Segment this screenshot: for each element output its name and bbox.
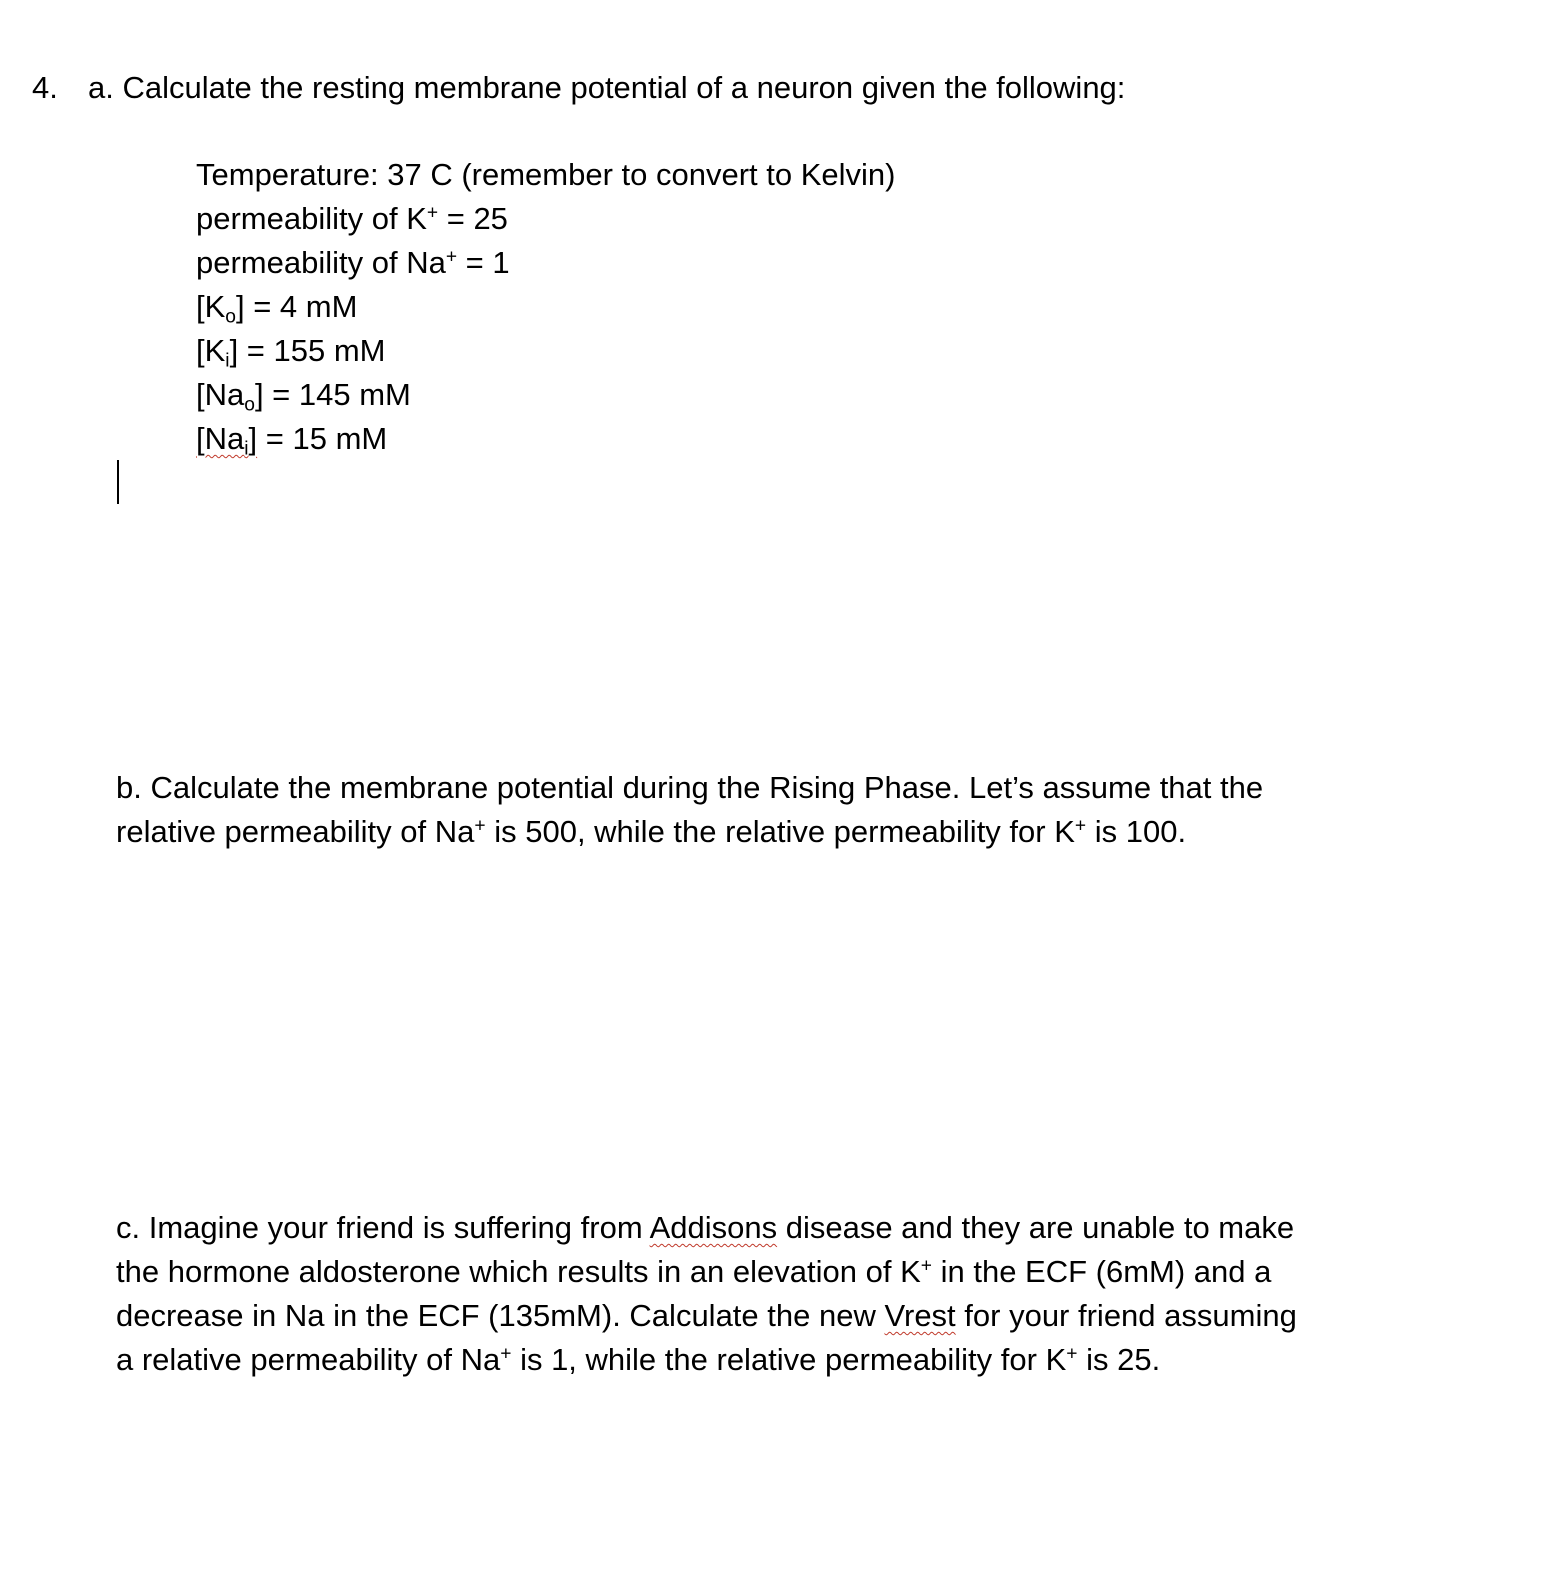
text-cursor[interactable] <box>117 460 119 504</box>
ki-value: ] = 155 mM <box>229 333 386 368</box>
given-ki <box>196 333 386 372</box>
part-b-text: is 500, while the relative permeability for K <box>485 814 1075 849</box>
perm-na-value: = 1 <box>457 245 510 280</box>
given-nai <box>196 421 388 460</box>
perm-k-value: = 25 <box>438 201 508 236</box>
ki-subscript: i <box>225 350 230 372</box>
plus-superscript: + <box>1066 1343 1078 1365</box>
addisons-spellcheck: Addisons <box>649 1210 778 1245</box>
ki-label: [K <box>196 333 226 368</box>
vrest-spellcheck: Vrest <box>884 1298 956 1333</box>
part-c-line-1 <box>116 1210 1294 1246</box>
temperature-text: Temperature: 37 C (remember to convert to Kelvin) <box>196 157 896 192</box>
plus-superscript: + <box>920 1255 932 1277</box>
plus-superscript: + <box>445 246 458 268</box>
part-b-line-1: b. Calculate the membrane potential during the Rising Phase. Let’s assume that the <box>116 770 1264 805</box>
nai-spellcheck <box>196 421 258 460</box>
part-c-line-2 <box>116 1254 1271 1290</box>
part-c-text: disease and they are unable to make <box>777 1210 1295 1245</box>
part-c-line-3 <box>116 1298 1297 1334</box>
nai-bracket: ] <box>248 421 258 456</box>
nai-label: [Na <box>196 421 245 456</box>
nai-subscript: i <box>244 438 249 460</box>
part-a-prompt: a. Calculate the resting membrane potential of a neuron given the following: <box>88 70 1126 105</box>
part-c-text: c. Imagine your friend is suffering from <box>116 1210 650 1245</box>
part-c-text: the hormone aldosterone which results in an elevation of K <box>116 1254 921 1289</box>
part-c-text: for your friend assuming <box>955 1298 1297 1333</box>
part-b-line-2 <box>116 814 1186 850</box>
perm-k-label: permeability of K <box>196 201 427 236</box>
part-b-text: relative permeability of Na <box>116 814 475 849</box>
given-nao <box>196 377 411 416</box>
ko-value: ] = 4 mM <box>235 289 358 324</box>
given-temperature <box>196 157 896 193</box>
nao-label: [Na <box>196 377 245 412</box>
nai-value: = 15 mM <box>257 421 388 456</box>
ko-label: [K <box>196 289 226 324</box>
plus-superscript: + <box>500 1343 512 1365</box>
plus-superscript: + <box>474 815 486 837</box>
given-perm-k <box>196 201 508 237</box>
plus-superscript: + <box>1074 815 1087 837</box>
part-c-text: is 1, while the relative permeability for K <box>511 1342 1067 1377</box>
part-c-text: a relative permeability of Na <box>116 1342 501 1377</box>
given-ko <box>196 289 358 328</box>
plus-superscript: + <box>426 202 439 224</box>
question-number: 4. <box>32 70 58 105</box>
nao-subscript: o <box>244 394 255 416</box>
ko-subscript: o <box>225 306 236 328</box>
nao-value: ] = 145 mM <box>254 377 411 412</box>
part-c-line-4 <box>116 1342 1160 1378</box>
part-c-text: in the ECF (6mM) and a <box>931 1254 1272 1289</box>
perm-na-label: permeability of Na <box>196 245 446 280</box>
given-perm-na <box>196 245 510 281</box>
part-c-text: decrease in Na in the ECF (135mM). Calculate the new <box>116 1298 885 1333</box>
part-c-text: is 25. <box>1077 1342 1161 1377</box>
part-b-text: is 100. <box>1086 814 1187 849</box>
